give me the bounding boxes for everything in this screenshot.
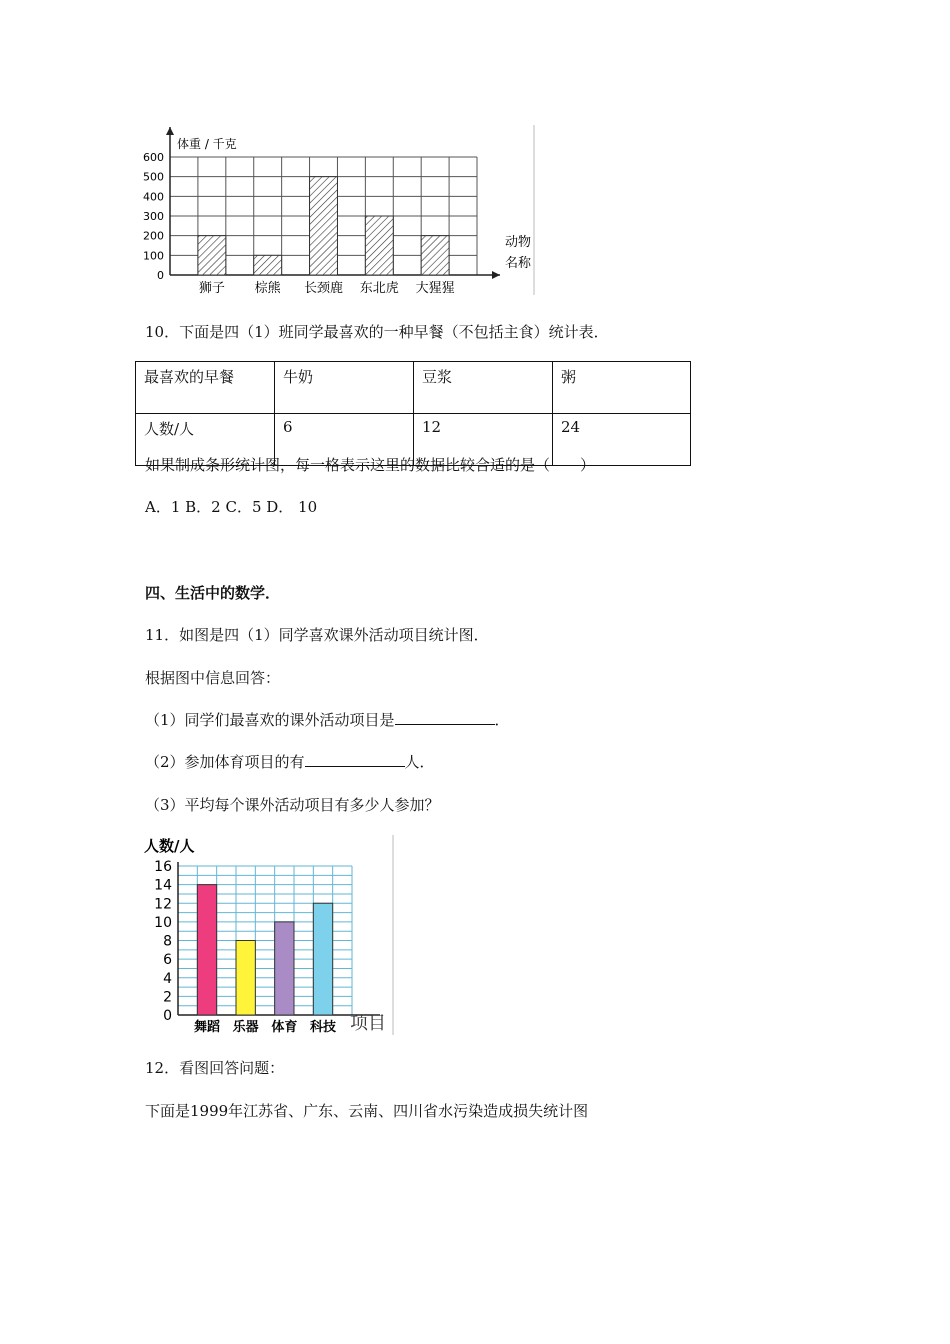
x-tick-label: 长颈鹿 bbox=[303, 281, 344, 296]
answer-blank[interactable] bbox=[395, 710, 495, 725]
chart2-x-ticks bbox=[194, 1019, 336, 1035]
bar bbox=[254, 255, 282, 275]
table-cell: 24 bbox=[553, 414, 691, 466]
chart1-y-axis-label: 体重 / 千克 bbox=[177, 137, 237, 151]
table-cell: 6 bbox=[275, 414, 414, 466]
table-cell: 12 bbox=[414, 414, 553, 466]
table-cell: 牛奶 bbox=[275, 362, 414, 414]
table-cell: 人数/人 bbox=[136, 414, 275, 466]
x-tick-label: 狮子 bbox=[198, 281, 225, 296]
y-axis-arrow bbox=[166, 127, 174, 135]
bar bbox=[236, 941, 255, 1016]
x-tick-label: 乐器 bbox=[232, 1020, 259, 1035]
q11-sub1-end: ． bbox=[494, 711, 510, 729]
x-tick-label: 东北虎 bbox=[359, 281, 399, 296]
q12-title: 12．看图回答问题： bbox=[145, 1059, 285, 1077]
bar bbox=[313, 903, 332, 1015]
q11-sub1 bbox=[145, 710, 510, 730]
chart1-x-axis-label-line1: 动物 bbox=[505, 235, 532, 250]
q10-title: 10．下面是四（1）班同学最喜欢的一种早餐（不包括主食）统计表． bbox=[145, 323, 609, 341]
q11-intro: 根据图中信息回答： bbox=[145, 669, 281, 687]
q12-desc: 下面是1999年江苏省、广东、云南、四川省水污染造成损失统计图 bbox=[145, 1102, 589, 1120]
q11-sub1-text: （1）同学们最喜欢的课外活动项目是 bbox=[145, 711, 395, 729]
bar bbox=[365, 216, 393, 275]
answer-blank[interactable] bbox=[305, 752, 405, 767]
chart1-y-ticks bbox=[143, 151, 164, 282]
q10-question: 如果制成条形统计图，每一格表示这里的数据比较合适的是（ ） bbox=[145, 456, 596, 474]
bar bbox=[198, 236, 226, 275]
y-tick-label: 500 bbox=[143, 170, 164, 184]
y-tick-label: 200 bbox=[143, 229, 164, 243]
activity-chart bbox=[140, 835, 400, 1035]
q11-title: 11．如图是四（1）同学喜欢课外活动项目统计图． bbox=[145, 626, 489, 644]
y-tick-label: 0 bbox=[163, 1008, 172, 1024]
x-tick-label: 科技 bbox=[309, 1020, 337, 1035]
animal-weight-chart bbox=[140, 125, 540, 300]
y-tick-label: 2 bbox=[163, 989, 172, 1006]
table-cell: 粥 bbox=[553, 362, 691, 414]
bar bbox=[197, 885, 216, 1015]
chart2-x-axis-label: 项目 bbox=[350, 1013, 386, 1034]
x-axis-arrow bbox=[492, 271, 500, 279]
chart2-y-axis-label: 人数/人 bbox=[144, 837, 195, 855]
y-tick-label: 4 bbox=[163, 970, 172, 987]
table-row bbox=[136, 362, 691, 414]
y-tick-label: 0 bbox=[157, 269, 164, 282]
bar bbox=[310, 177, 338, 275]
q11-sub2-text: （2）参加体育项目的有 bbox=[145, 753, 305, 771]
bar bbox=[421, 236, 449, 275]
breakfast-table bbox=[135, 361, 691, 466]
y-tick-label: 16 bbox=[154, 859, 172, 875]
x-tick-label: 舞蹈 bbox=[193, 1020, 221, 1035]
q10-options: A．1 B．2 C．5 D． 10 bbox=[145, 498, 318, 516]
x-tick-label: 大猩猩 bbox=[415, 281, 455, 296]
y-tick-label: 600 bbox=[143, 151, 164, 164]
section4-heading: 四、生活中的数学． bbox=[145, 584, 281, 602]
y-tick-label: 100 bbox=[143, 249, 164, 263]
chart1-x-ticks bbox=[199, 280, 455, 296]
chart1-bars bbox=[198, 177, 449, 275]
y-tick-label: 400 bbox=[143, 190, 164, 204]
bar bbox=[275, 922, 294, 1015]
y-tick-label: 300 bbox=[143, 210, 164, 223]
y-tick-label: 6 bbox=[163, 952, 172, 969]
y-tick-label: 12 bbox=[154, 896, 172, 913]
x-tick-label: 体育 bbox=[271, 1020, 298, 1035]
y-tick-label: 8 bbox=[163, 933, 172, 950]
chart1-x-axis-label-line2: 名称 bbox=[505, 256, 532, 271]
y-tick-label: 10 bbox=[154, 914, 172, 931]
x-tick-label: 棕熊 bbox=[254, 281, 281, 296]
q11-sub3: （3）平均每个课外活动项目有多少人参加？ bbox=[145, 796, 440, 814]
q11-sub2 bbox=[145, 752, 435, 772]
table-cell: 最喜欢的早餐 bbox=[136, 362, 275, 414]
chart2-y-ticks bbox=[154, 859, 172, 1024]
table-cell: 豆浆 bbox=[414, 362, 553, 414]
q11-sub2-end: 人． bbox=[404, 753, 435, 771]
y-tick-label: 14 bbox=[154, 877, 172, 894]
